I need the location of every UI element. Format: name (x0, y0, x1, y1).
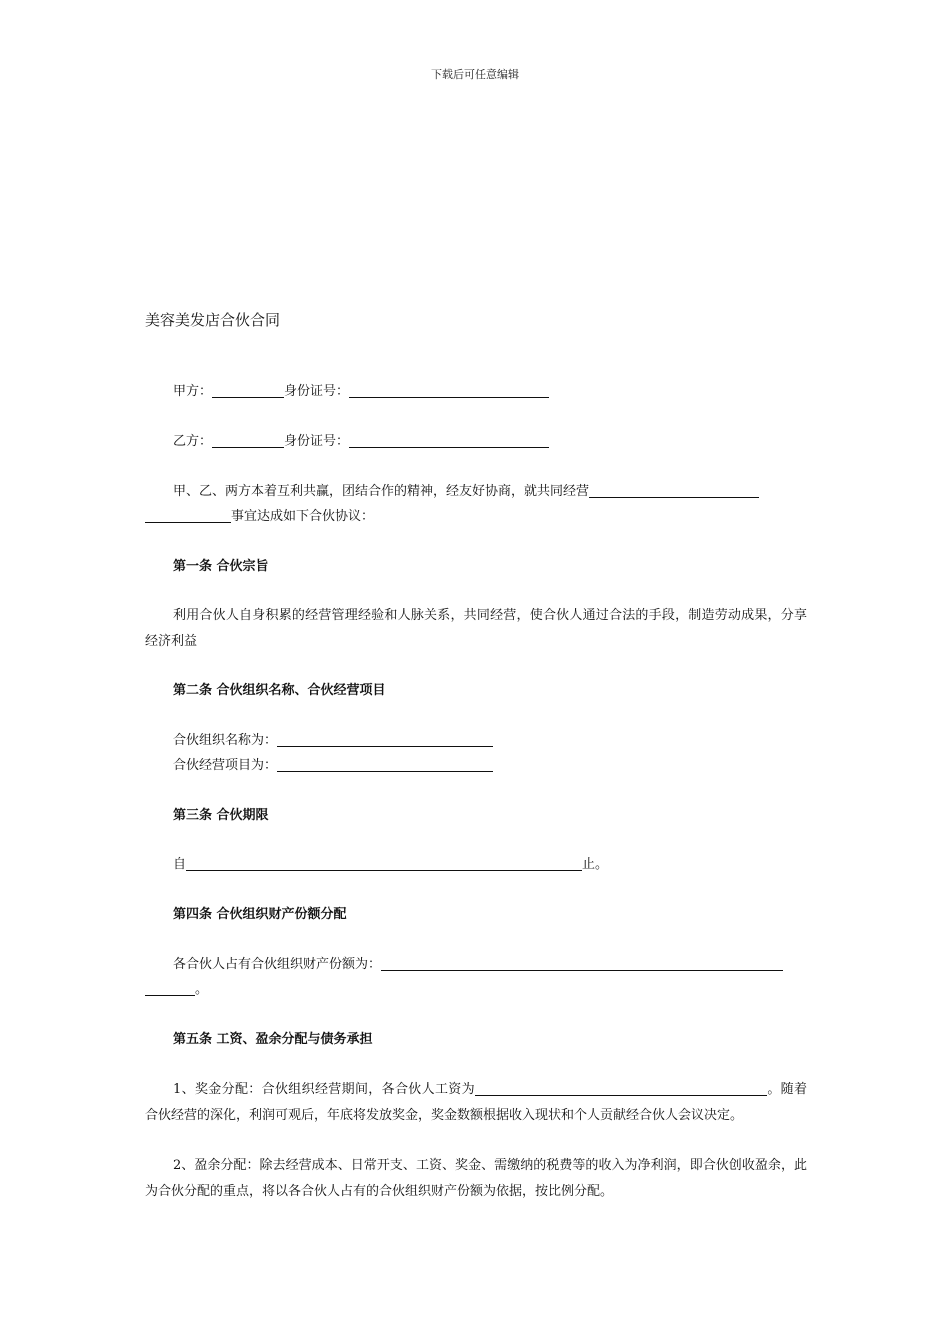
party-a-name-blank[interactable] (212, 383, 284, 398)
business-blank-2[interactable] (145, 508, 231, 523)
intro-line-1 (145, 480, 833, 504)
share-line-2 (145, 978, 805, 1002)
share-blank-2[interactable] (145, 981, 195, 996)
party-b-line (145, 430, 833, 454)
org-name-label: 合伙组织名称为： (173, 733, 278, 748)
intro-text-2: 事宜达成如下合伙协议： (231, 509, 375, 524)
org-name-line (145, 729, 833, 753)
project-line (145, 754, 833, 778)
article-1-heading: 第一条 合伙宗旨 (173, 559, 269, 574)
intro-line-2 (145, 505, 805, 529)
document-title: 美容美发店合伙合同 (145, 311, 281, 329)
party-b-label: 乙方： (173, 434, 213, 449)
bonus-text-a: 1、奖金分配：合伙组织经营期间，各合伙人工资为 (173, 1082, 475, 1097)
term-from: 自 (173, 857, 187, 872)
term-line (145, 853, 833, 877)
article-3-heading: 第三条 合伙期限 (173, 808, 269, 823)
term-to: 止。 (582, 857, 609, 872)
party-a-id-label: 身份证号： (284, 384, 350, 399)
party-b-name-blank[interactable] (212, 433, 284, 448)
article-1-body: 利用合伙人自身积累的经营管理经验和人脉关系，共同经营，使合伙人通过合法的手段，制造劳动成果，分享经济利益 (145, 608, 807, 649)
intro-text-1: 甲、乙、两方本着互利共赢，团结合作的精神，经友好协商，就共同经营 (173, 484, 590, 499)
article-5-para-1 (145, 1077, 807, 1129)
share-blank-1[interactable] (381, 956, 783, 971)
project-label: 合伙经营项目为： (173, 758, 278, 773)
share-line-1 (145, 953, 833, 977)
article-5-heading: 第五条 工资、盈余分配与债务承担 (173, 1032, 373, 1047)
article-4-heading: 第四条 合伙组织财产份额分配 (173, 907, 347, 922)
share-label: 各合伙人占有合伙组织财产份额为： (173, 957, 382, 972)
business-blank-1[interactable] (589, 483, 759, 498)
project-blank[interactable] (277, 757, 493, 772)
article-5-para-2: 2、盈余分配：除去经营成本、日常开支、工资、奖金、需缴纳的税费等的收入为净利润，即合伙创收盈余，此为合伙分配的重点，将以各合伙人占有的合伙组织财产份额为依据，按比例分配。 (145, 1158, 807, 1199)
article-2-heading: 第二条 合伙组织名称、合伙经营项目 (173, 683, 386, 698)
salary-blank[interactable] (475, 1081, 767, 1096)
term-blank[interactable] (186, 856, 582, 871)
share-end: 。 (195, 982, 209, 997)
party-a-id-blank[interactable] (349, 383, 549, 398)
party-a-label: 甲方： (173, 384, 213, 399)
org-name-blank[interactable] (277, 732, 493, 747)
bonus-text-b: 。随着合伙经营的深化，利润可观后，年底将发放奖金，奖金数额根据收入现状和个人贡献经合伙人会议决定。 (145, 1082, 807, 1123)
party-b-id-blank[interactable] (349, 433, 549, 448)
page-header-note: 下载后可任意编辑 (431, 68, 519, 81)
party-a-line (145, 380, 833, 404)
party-b-id-label: 身份证号： (284, 434, 350, 449)
